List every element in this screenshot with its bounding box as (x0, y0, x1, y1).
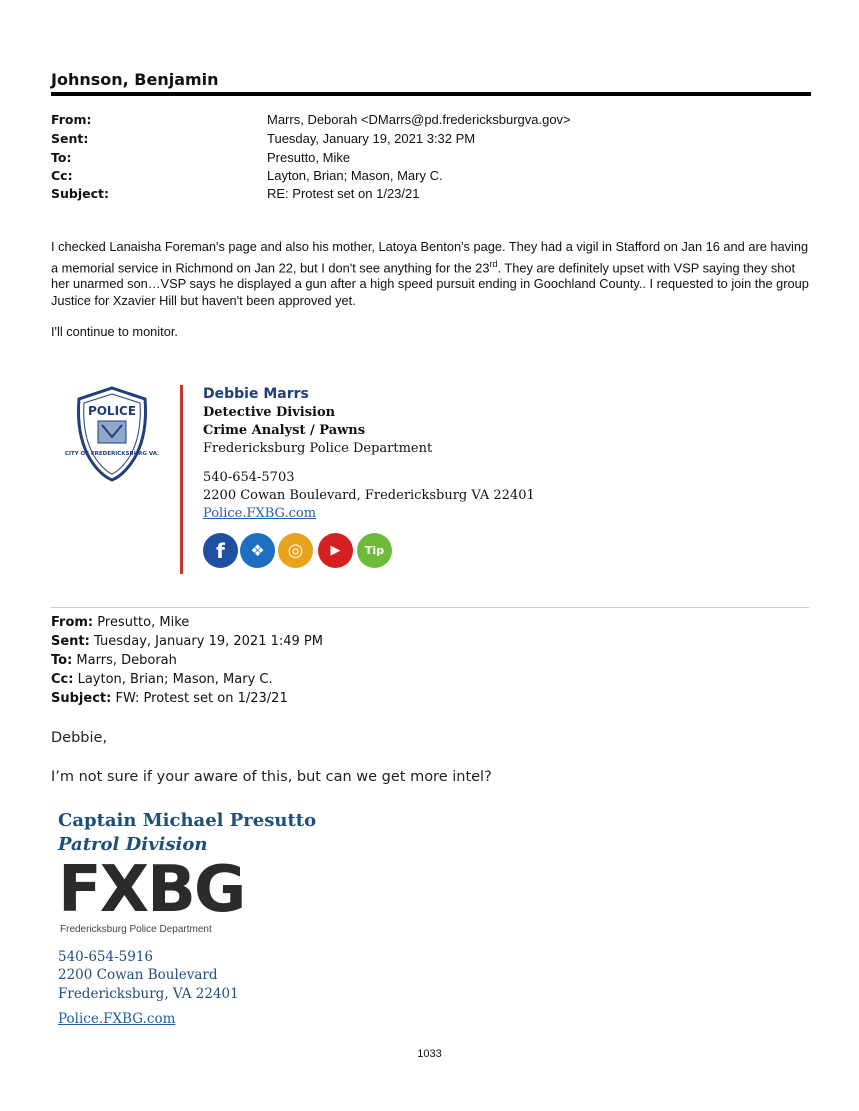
email-body (51, 239, 811, 341)
fwd-cc-value: Layton, Brian; Mason, Mary C. (77, 672, 273, 687)
fwd-to-label: To: (51, 653, 73, 668)
captain-division: Patrol Division (58, 834, 208, 855)
twitter-icon[interactable]: ❖ (240, 533, 275, 568)
fwd-from-label: From: (51, 615, 94, 630)
fwd-cc-label: Cc: (51, 672, 74, 687)
facebook-icon[interactable]: f (203, 533, 238, 568)
fwd-subject-label: Subject: (51, 691, 112, 706)
fwd-cc-row (51, 672, 273, 687)
body-paragraph-1 (51, 239, 811, 309)
instagram-icon[interactable]: ◎ (278, 533, 313, 568)
fwd-subject-value: FW: Protest set on 1/23/21 (115, 691, 288, 706)
subject-label: Subject: (51, 186, 109, 201)
fxbg-logo-subtitle: Fredericksburg Police Department (60, 924, 212, 935)
from-value: Marrs, Deborah <DMarrs@pd.fredericksburgva.gov> (267, 112, 571, 127)
fwd-subject-row (51, 691, 288, 706)
subject-value: RE: Protest set on 1/23/21 (267, 186, 420, 201)
signature-divider (180, 385, 183, 574)
body-paragraph-2: I'll continue to monitor. (51, 324, 178, 340)
captain-address-line-1: 2200 Cowan Boulevard (58, 967, 218, 983)
page-number: 1033 (417, 1048, 442, 1060)
fwd-from-value: Presutto, Mike (97, 615, 190, 630)
fwd-from-row (51, 615, 189, 630)
badge-top-text: POLICE (87, 404, 137, 418)
to-value: Presutto, Mike (267, 150, 351, 165)
captain-address-line-2: Fredericksburg, VA 22401 (58, 986, 239, 1002)
fwd-to-row (51, 653, 177, 668)
signature-title: Crime Analyst / Pawns (203, 423, 366, 438)
fwd-to-value: Marrs, Deborah (76, 653, 177, 668)
fwd-sent-row (51, 634, 323, 649)
signature-division: Detective Division (203, 405, 336, 420)
thread-separator (51, 607, 809, 608)
fxbg-logo: FXBG (58, 853, 245, 927)
fwd-sent-label: Sent: (51, 634, 90, 649)
sent-value: Tuesday, January 19, 2021 3:32 PM (267, 131, 476, 146)
tip-icon[interactable]: Tip (357, 533, 392, 568)
sent-label: Sent: (51, 131, 89, 146)
to-label: To: (51, 150, 72, 165)
captain-name: Captain Michael Presutto (58, 810, 317, 831)
signature-link[interactable]: Police.FXBG.com (203, 506, 317, 521)
header-rule (51, 92, 811, 96)
police-badge-logo (64, 385, 160, 483)
signature-phone: 540-654-5703 (203, 470, 295, 485)
cc-value: Layton, Brian; Mason, Mary C. (267, 168, 443, 183)
signature-name: Debbie Marrs (203, 386, 309, 402)
fwd-message: I’m not sure if your aware of this, but can we get more intel? (51, 769, 492, 785)
from-label: From: (51, 112, 92, 127)
cc-label: Cc: (51, 168, 73, 183)
badge-bottom-text: CITY OF FREDERICKSBURG VA. (64, 451, 160, 457)
youtube-icon[interactable]: ▶ (318, 533, 353, 568)
document-header-name: Johnson, Benjamin (51, 70, 219, 89)
body-p1-sup: rd (489, 258, 498, 269)
captain-phone: 540-654-5916 (58, 949, 154, 965)
body-p1-start: I checked Lanaisha Foreman's page and also his mother, Latoya Benton's page. They had a vigil in Stafford on Jan 16 and are having a memorial service in Richmond on Jan 22, but I don't see anything for the 23 (51, 239, 809, 275)
fwd-sent-value: Tuesday, January 19, 2021 1:49 PM (94, 634, 323, 649)
body-p1-end: . They are definitely upset with VSP saying they shot her unarmed son…VSP says he displayed a gun after a high speed pursuit ending in Goochland County.. I requested to join the group Justice for Xzavier Hill but haven't been approved yet. (51, 259, 809, 308)
signature-address: 2200 Cowan Boulevard, Fredericksburg VA 22401 (203, 488, 535, 503)
fwd-greeting: Debbie, (51, 730, 108, 746)
captain-link[interactable]: Police.FXBG.com (58, 1011, 176, 1027)
signature-department: Fredericksburg Police Department (203, 441, 433, 456)
